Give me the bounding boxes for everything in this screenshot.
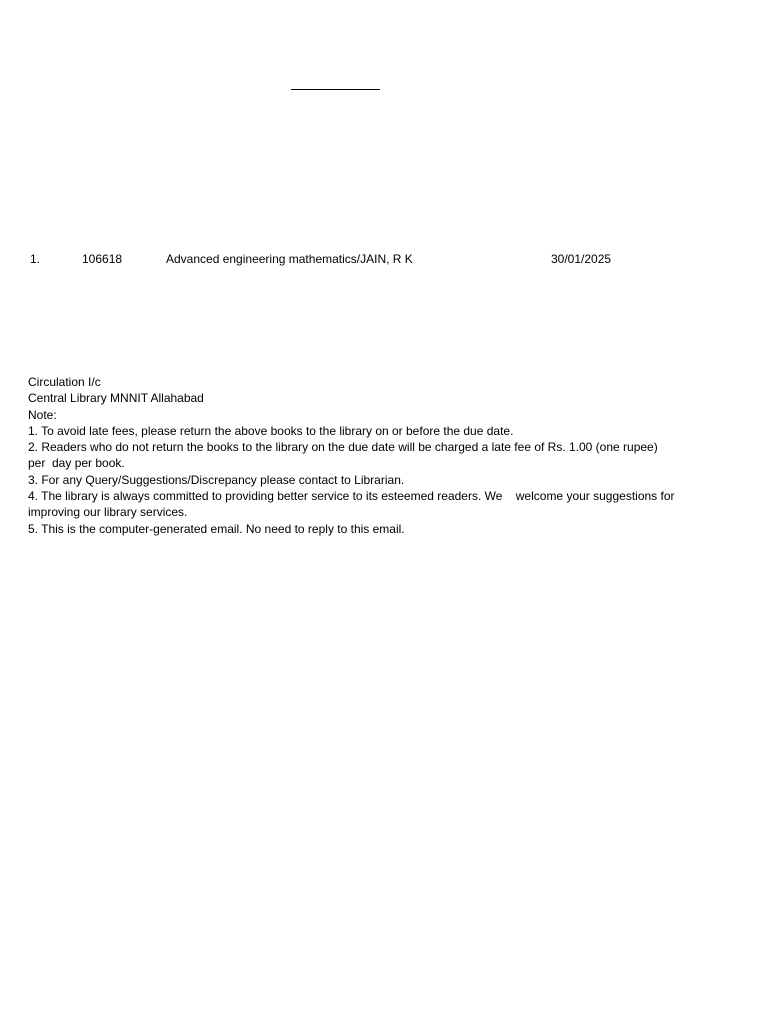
note-line: 3. For any Query/Suggestions/Discrepancy please contact to Librarian. bbox=[28, 472, 405, 487]
note-line: improving our library services. bbox=[28, 505, 188, 520]
signature-library: Central Library MNNIT Allahabad bbox=[28, 391, 204, 406]
loan-due-date: 30/01/2025 bbox=[551, 252, 612, 266]
loan-accession-number: 106618 bbox=[82, 252, 123, 266]
note-line: 4. The library is always committed to providing better service to its esteemed readers. We welcome your suggestions for bbox=[28, 489, 675, 504]
header-underline-rule bbox=[291, 89, 380, 90]
loan-serial-number: 1. bbox=[30, 252, 41, 266]
note-line: per day per book. bbox=[28, 456, 125, 471]
loan-book-title: Advanced engineering mathematics/JAIN, R K bbox=[166, 252, 413, 266]
note-line: 2. Readers who do not return the books to the library on the due date will be charged a late fee of Rs. 1.00 (one rupee) bbox=[28, 440, 658, 455]
notice-footer bbox=[28, 374, 688, 537]
note-line: 1. To avoid late fees, please return the above books to the library on or before the due date. bbox=[28, 423, 514, 438]
loan-row bbox=[0, 252, 768, 268]
notes-heading: Note: bbox=[28, 407, 57, 422]
note-line: 5. This is the computer-generated email. No need to reply to this email. bbox=[28, 521, 405, 536]
signature-designation: Circulation I/c bbox=[28, 375, 101, 389]
